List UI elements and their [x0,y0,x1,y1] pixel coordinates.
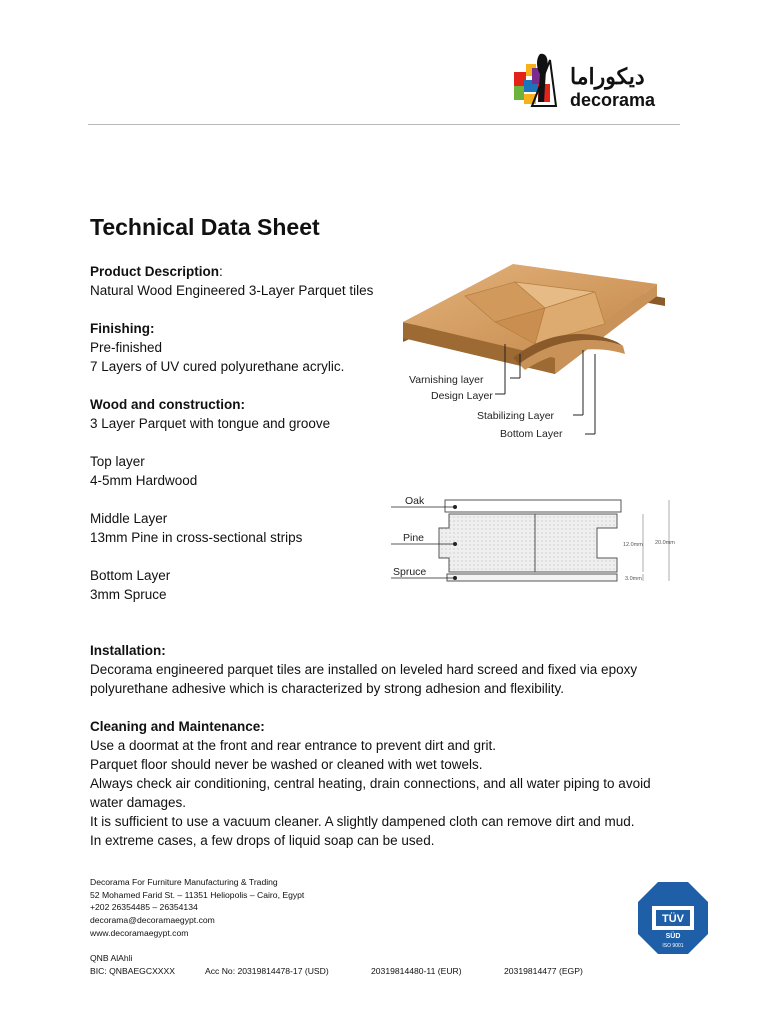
parquet-layers-illustration [395,262,670,452]
product-description-label: Product Description [90,264,220,279]
footer-company: Decorama For Furniture Manufacturing & Trading [90,877,278,887]
finishing-section [90,319,390,376]
company-footer [90,876,304,940]
installation-line-1: Decorama engineered parquet tiles are installed on leveled hard screed and fixed via epoxy [90,662,638,677]
cleaning-line: It is sufficient to use a vacuum cleaner. A slightly dampened cloth can remove dirt and mud. [90,814,635,829]
bottom-layer-section [90,566,390,604]
figure1-label-bottom: Bottom Layer [500,428,563,440]
figure2-dim-total: 20.0mm [655,540,675,546]
middle-layer-section [90,509,390,547]
finishing-line-1: Pre-finished [90,340,163,355]
bank-bic: BIC: QNBAEGCXXXX [90,965,176,976]
footer-phone: +202 26354485 – 26354134 [90,902,198,913]
cleaning-label: Cleaning and Maintenance: [90,719,265,734]
finishing-label: Finishing: [90,321,155,336]
badge-line-1: TÜV [662,913,684,925]
cleaning-line: In extreme cases, a few drops of liquid soap can be used. [90,833,435,848]
logo-brand-text: decorama [570,90,656,110]
top-layer-label: Top layer [90,454,145,469]
badge-line-3: ISO 9001 [662,943,684,949]
footer-email[interactable]: decorama@decoramaegypt.com [90,915,215,926]
footer-website[interactable]: www.decoramaegypt.com [90,927,189,938]
product-description-colon: : [219,264,223,279]
figure2-dim-middle: 12.0mm [623,542,643,548]
bank-acc-usd: Acc No: 20319814478-17 (USD) [205,965,329,976]
header-divider [88,124,680,125]
bottom-layer-label: Bottom Layer [90,568,171,583]
figure2-label-pine: Pine [403,532,425,544]
figure2-label-spruce: Spruce [393,566,427,578]
wood-construction-section [90,395,390,433]
figure2-dim-bottom: 3.0mm [625,576,642,582]
cleaning-line: Always check air conditioning, central heating, drain connections, and all water piping to avoid [90,776,651,791]
figure1-label-design: Design Layer [431,390,493,402]
middle-layer-value: 13mm Pine in cross-sectional strips [90,530,303,545]
logo-arabic-text: ديكوراما [570,64,645,89]
tuv-iso-badge [636,880,710,956]
middle-layer-label: Middle Layer [90,511,168,526]
wood-construction-label: Wood and construction: [90,397,245,412]
cleaning-line: Use a doormat at the front and rear entrance to prevent dirt and grit. [90,738,496,753]
spec-column [90,262,390,623]
top-layer-value: 4-5mm Hardwood [90,473,198,488]
finishing-line-2: 7 Layers of UV cured polyurethane acrylic. [90,359,345,374]
bank-acc-eur: 20319814480-11 (EUR) [371,965,462,976]
product-description-section [90,262,390,300]
figure1-label-varnishing: Varnishing layer [409,374,484,386]
product-description-value: Natural Wood Engineered 3-Layer Parquet tiles [90,283,374,298]
cleaning-line: Parquet floor should never be washed or cleaned with wet towels. [90,757,483,772]
footer-address: 52 Mohamed Farid St. – 11351 Heliopolis – Cairo, Egypt [90,889,305,900]
page-title: Technical Data Sheet [90,214,320,240]
bottom-layer-value: 3mm Spruce [90,587,167,602]
installation-section [90,641,690,698]
bank-details [90,952,583,977]
installation-label: Installation: [90,643,166,658]
top-layer-section [90,452,390,490]
cross-section-diagram [385,484,680,624]
cleaning-section [90,717,690,850]
bank-name: QNB AlAhli [90,953,133,963]
badge-line-2: SÜD [665,933,681,940]
wood-construction-value: 3 Layer Parquet with tongue and groove [90,416,331,431]
decorama-logo [510,50,680,112]
figure2-label-oak: Oak [405,495,425,507]
installation-line-2: polyurethane adhesive which is characterized by strong adhesion and flexibility. [90,681,565,696]
bank-acc-egp: 20319814477 (EGP) [504,965,583,976]
figure1-label-stabilizing: Stabilizing Layer [477,410,555,422]
cleaning-line: water damages. [90,795,187,810]
